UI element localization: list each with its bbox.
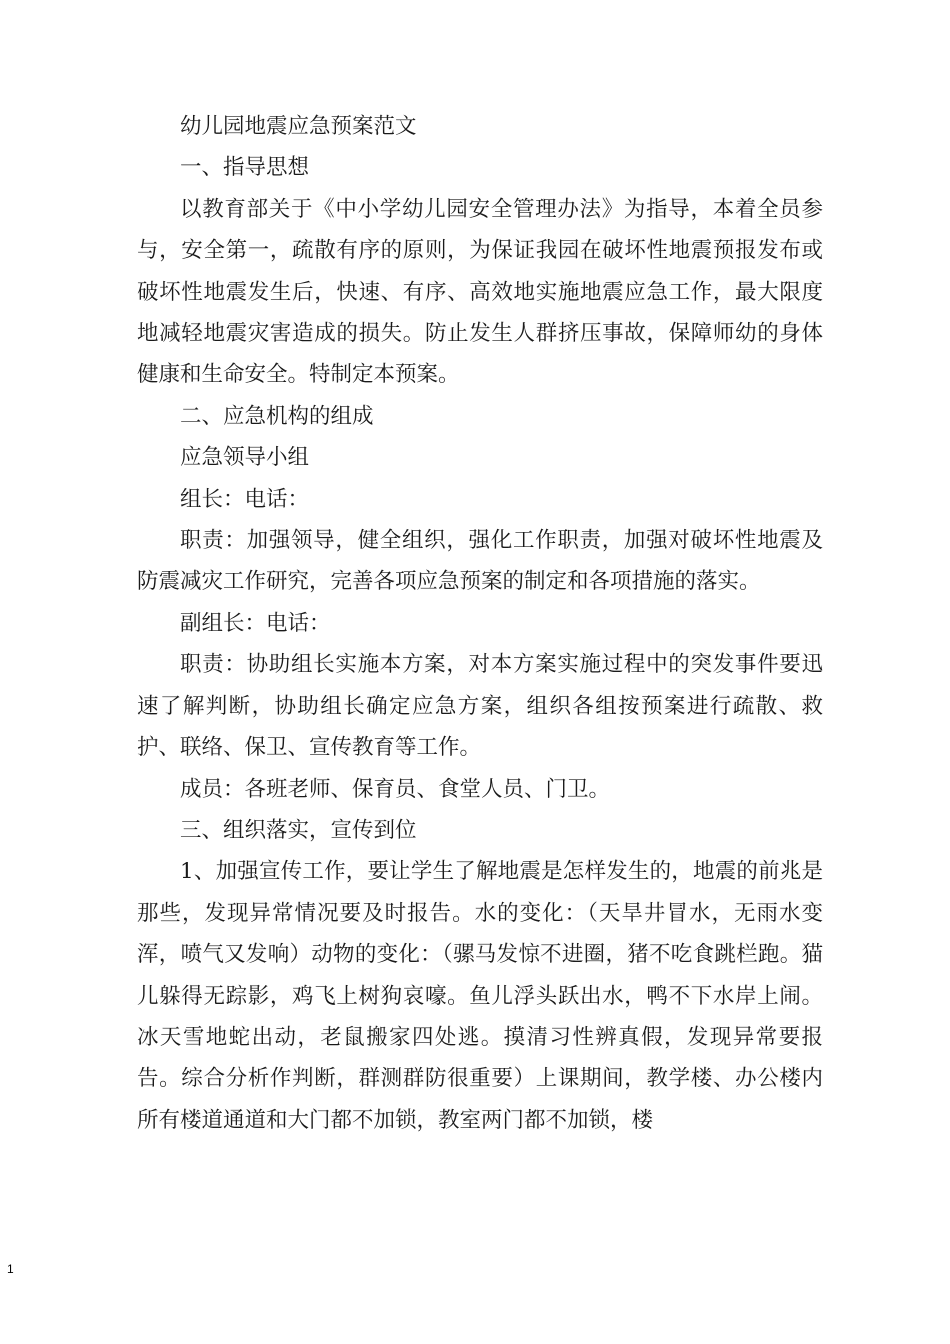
document-title: 幼儿园地震应急预案范文 [180, 114, 417, 139]
paragraph-leader-duties: 职责：加强领导，健全组织，强化工作职责，加强对破坏性地震及防震减灾工作研究，完善各项应急预案的制定和各项措施的落实。 [137, 528, 823, 595]
subheading-leadership-group: 应急领导小组 [180, 445, 310, 471]
page-number: 1 [7, 1262, 14, 1276]
paragraph-publicity-work: 1、加强宣传工作，要让学生了解地震是怎样发生的，地震的前兆是那些，发现异常情况要及时报告。水的变化：（天旱井冒水，无雨水变浑，喷气又发响）动物的变化：（骡马发惊不进圈，猪不吃食跳栏跑。猫儿躲得无踪影，鸡飞上树狗哀嚎。鱼儿浮头跃出水，鸭不下水岸上闹。冰天雪地蛇出动，老鼠搬家四处逃。摸清习性辨真假，发现异常要报告。综合分析作判断，群测群防很重要）上课期间，教学楼、办公楼内所有楼道通道和大门都不加锁，教室两门都不加锁，楼 [137, 859, 823, 1133]
deputy-leader-line: 副组长：电话： [180, 610, 331, 636]
members-line: 成员：各班老师、保育员、食堂人员、门卫。 [180, 776, 611, 802]
paragraph-guiding-thought: 以教育部关于《中小学幼儿园安全管理办法》为指导，本着全员参与，安全第一，疏散有序的原则，为保证我园在破坏性地震预报发布或破坏性地震发生后，快速、有序、高效地实施地震应急工作，最大限度地减轻地震灾害造成的损失。防止发生人群挤压事故，保障师幼的身体健康和生命安全。特制定本预案。 [137, 196, 823, 388]
section-heading-organization-publicity: 三、组织落实，宣传到位 [180, 817, 417, 843]
group-leader-line: 组长：电话： [180, 486, 310, 512]
section-heading-guiding-thought: 一、指导思想 [180, 155, 310, 181]
document-body [137, 106, 823, 1141]
section-heading-emergency-organization: 二、应急机构的组成 [180, 403, 374, 429]
paragraph-deputy-duties: 职责：协助组长实施本方案，对本方案实施过程中的突发事件要迅速了解判断，协助组长确定应急方案，组织各组按预案进行疏散、救护、联络、保卫、宣传教育等工作。 [137, 652, 823, 761]
